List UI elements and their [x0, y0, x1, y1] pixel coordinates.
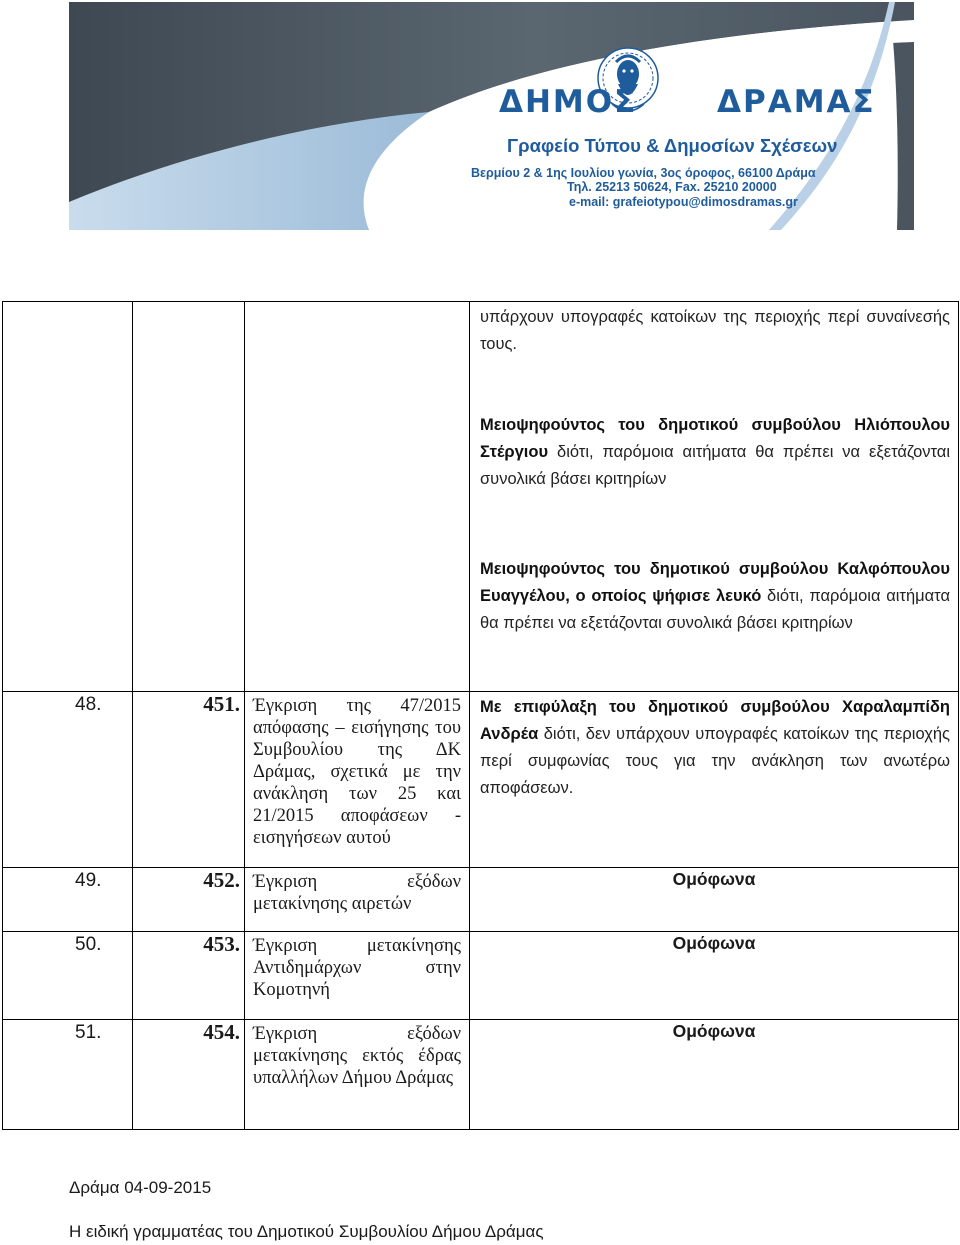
vote-cell	[470, 302, 959, 692]
subject-cell	[245, 932, 470, 1020]
decision-number: 451.	[203, 692, 240, 716]
decision-number-cell	[133, 868, 245, 932]
row-number-cell	[3, 692, 133, 868]
row-number: 51.	[75, 1022, 102, 1043]
subject-text: Έγκριση της 47/2015 απόφασης – εισήγησης του Συμβουλίου της ΔΚ Δράμας, σχετικά με την ανάκληση των 25 και 21/2015 αποφάσεων - εισηγήσεων αυτού	[253, 696, 461, 848]
decision-number-cell	[133, 932, 245, 1020]
letterhead-title-left: ΔΗΜΟΣ	[499, 84, 638, 120]
decision-number-cell	[133, 1020, 245, 1130]
letterhead-title-right: ΔΡΑΜΑΣ	[717, 84, 876, 120]
subject-cell	[245, 868, 470, 932]
vote-normal: υπάρχουν υπογραφές κατοίκων της περιοχής περί συναίνεσής τους.	[480, 308, 950, 353]
row-number-cell	[3, 1020, 133, 1130]
decision-number-cell	[133, 692, 245, 868]
letterhead-address: Βερμίου 2 & 1ης Ιουλίου γωνία, 3ος όροφος, 66100 Δράμα	[471, 166, 816, 180]
footer-signature: Η ειδική γραμματέας του Δημοτικού Συμβουλίου Δήμου Δράμας	[69, 1222, 544, 1241]
letterhead-phone: Τηλ. 25213 50624, Fax. 25210 20000	[567, 180, 777, 194]
subject-cell	[245, 1020, 470, 1130]
vote-cell	[470, 932, 959, 1020]
letterhead-email: e-mail: grafeiotypou@dimosdramas.gr	[569, 195, 798, 209]
subject-text: Έγκριση εξόδων μετακίνησης αιρετών	[253, 872, 461, 914]
vote-bold: Με επιφύλαξη του δημοτικού συμβούλου Χαραλαμπίδη Ανδρέα	[480, 698, 950, 743]
row-number: 48.	[75, 694, 102, 715]
decisions-table	[2, 301, 959, 1130]
vote-cell	[470, 1020, 959, 1130]
vote-cell	[470, 868, 959, 932]
letterhead-banner	[69, 2, 914, 230]
vote-paragraph	[480, 304, 950, 358]
letterhead-office: Γραφείο Τύπου & Δημοσίων Σχέσεων	[507, 135, 838, 156]
table-row	[3, 868, 959, 932]
vote-cell	[470, 692, 959, 868]
vote-normal: διότι, δεν υπάρχουν υπογραφές κατοίκων της περιοχής περί συμφωνίας τους για την ανάκληση των ανωτέρω αποφάσεων.	[480, 725, 950, 797]
table-row	[3, 302, 959, 692]
vote-bold: Μειοψηφούντος του δημοτικού συμβούλου Ηλιόπουλου Στέργιου	[480, 416, 950, 461]
vote-text	[470, 692, 958, 802]
vote-text	[470, 302, 958, 637]
table-row	[3, 932, 959, 1020]
row-number-cell	[3, 932, 133, 1020]
vote-unanimous: Ομόφωνα	[672, 933, 756, 953]
vote-paragraph	[480, 412, 950, 493]
row-number-cell	[3, 302, 133, 692]
row-number-cell	[3, 868, 133, 932]
table-row	[3, 692, 959, 868]
row-number: 50.	[75, 934, 102, 955]
letterhead-title	[499, 84, 876, 120]
subject-text: Έγκριση μετακίνησης Αντιδημάρχων στην Κομοτηνή	[253, 936, 461, 1000]
vote-unanimous: Ομόφωνα	[672, 869, 756, 889]
decision-number: 454.	[203, 1020, 240, 1044]
vote-unanimous: Ομόφωνα	[672, 1021, 756, 1041]
subject-text: Έγκριση εξόδων μετακίνησης εκτός έδρας υπαλλήλων Δήμου Δράμας	[253, 1024, 461, 1088]
decision-number: 453.	[203, 932, 240, 956]
subject-cell	[245, 692, 470, 868]
row-number: 49.	[75, 870, 102, 891]
vote-paragraph	[480, 556, 950, 637]
vote-normal: διότι, παρόμοια αιτήματα θα πρέπει να εξετάζονται συνολικά βάσει κριτηρίων	[480, 443, 950, 488]
table-row	[3, 1020, 959, 1130]
subject-cell	[245, 302, 470, 692]
vote-normal: διότι, παρόμοια αιτήματα θα πρέπει να εξετάζονται συνολικά βάσει κριτηρίων	[480, 587, 950, 632]
decision-number-cell	[133, 302, 245, 692]
decision-number: 452.	[203, 868, 240, 892]
vote-paragraph	[480, 694, 950, 802]
vote-bold: Μειοψηφούντος του δημοτικού συμβούλου Καλφόπουλου Ευαγγέλου, ο οποίος ψήφισε λευκό	[480, 560, 950, 605]
footer-date: Δράμα 04-09-2015	[69, 1178, 212, 1197]
